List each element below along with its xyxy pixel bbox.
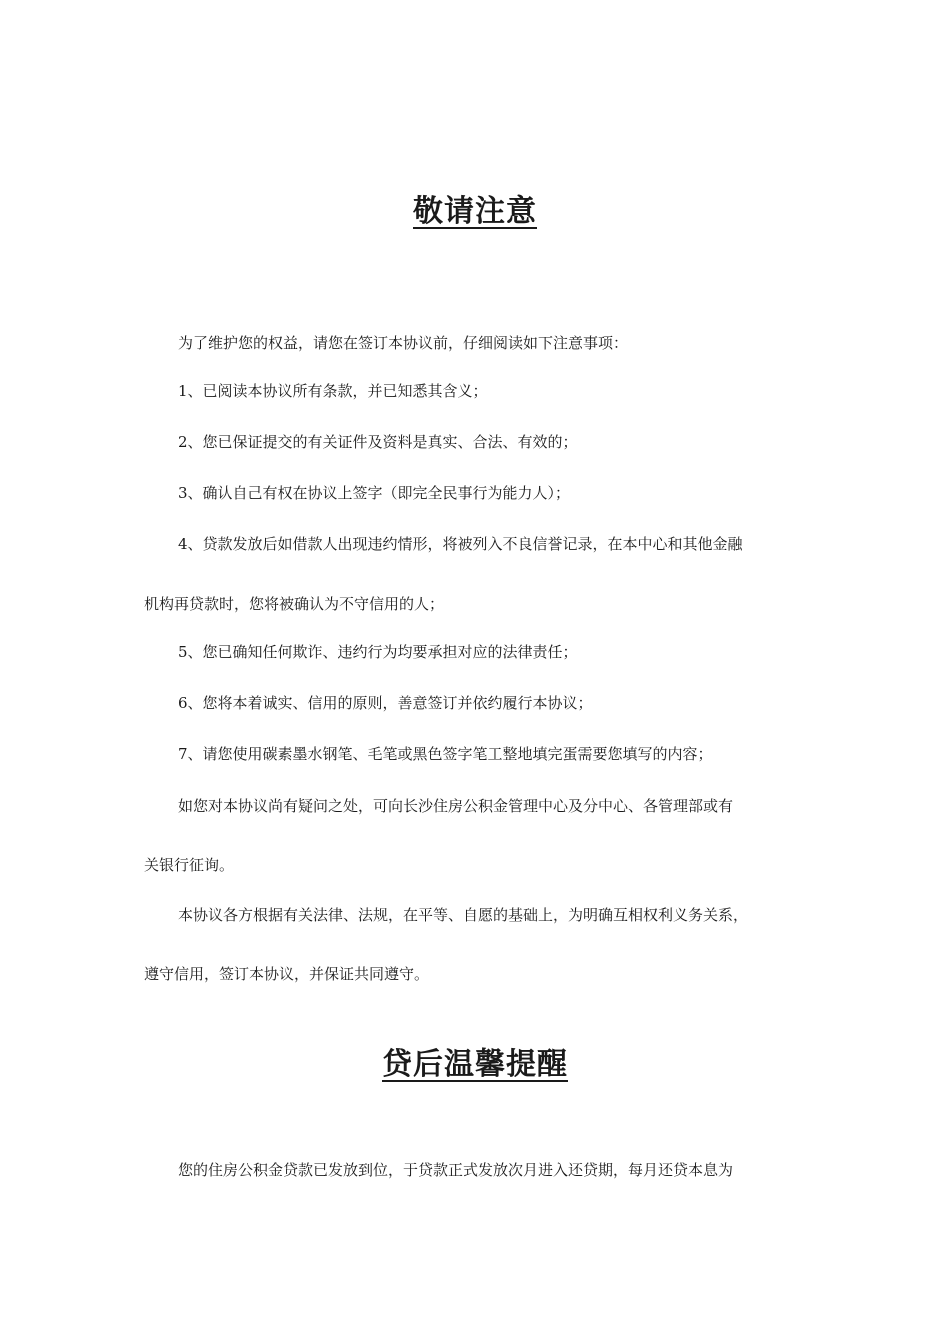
notice-item-5: 5、您已确知任何欺诈、违约行为均要承担对应的法律责任； — [178, 643, 578, 661]
notice-item-2: 2、您已保证提交的有关证件及资料是真实、合法、有效的； — [178, 433, 578, 451]
notice-item-1: 1、已阅读本协议所有条款，并已知悉其含义； — [178, 382, 488, 400]
notice-title: 敬请注意 — [413, 194, 537, 229]
reminder-paragraph-line-1: 您的住房公积金贷款已发放到位，于贷款正式发放次月进入还贷期，每月还贷本息为 — [178, 1161, 734, 1179]
inquiry-paragraph-line-2: 关银行征询。 — [144, 856, 235, 874]
notice-item-4-continued: 机构再贷款时，您将被确认为不守信用的人； — [144, 595, 445, 613]
reminder-title: 贷后温馨提醒 — [382, 1047, 568, 1082]
notice-item-3: 3、确认自己有权在协议上签字（即完全民事行为能力人）； — [178, 484, 571, 502]
agreement-paragraph-line-2: 遵守信用，签订本协议，并保证共同遵守。 — [144, 965, 430, 983]
notice-item-4: 4、贷款发放后如借款人出现违约情形，将被列入不良信誉记录，在本中心和其他金融 — [178, 535, 743, 553]
inquiry-paragraph-line-1: 如您对本协议尚有疑问之处，可向长沙住房公积金管理中心及分中心、各管理部或有 — [178, 797, 734, 815]
notice-item-6: 6、您将本着诚实、信用的原则，善意签订并依约履行本协议； — [178, 694, 593, 712]
notice-intro: 为了维护您的权益，请您在签订本协议前，仔细阅读如下注意事项： — [178, 334, 629, 352]
notice-item-7: 7、请您使用碳素墨水钢笔、毛笔或黑色签字笔工整地填完蛋需要您填写的内容； — [178, 745, 713, 763]
agreement-paragraph-line-1: 本协议各方根据有关法律、法规，在平等、自愿的基础上，为明确互相权利义务关系， — [178, 906, 749, 924]
